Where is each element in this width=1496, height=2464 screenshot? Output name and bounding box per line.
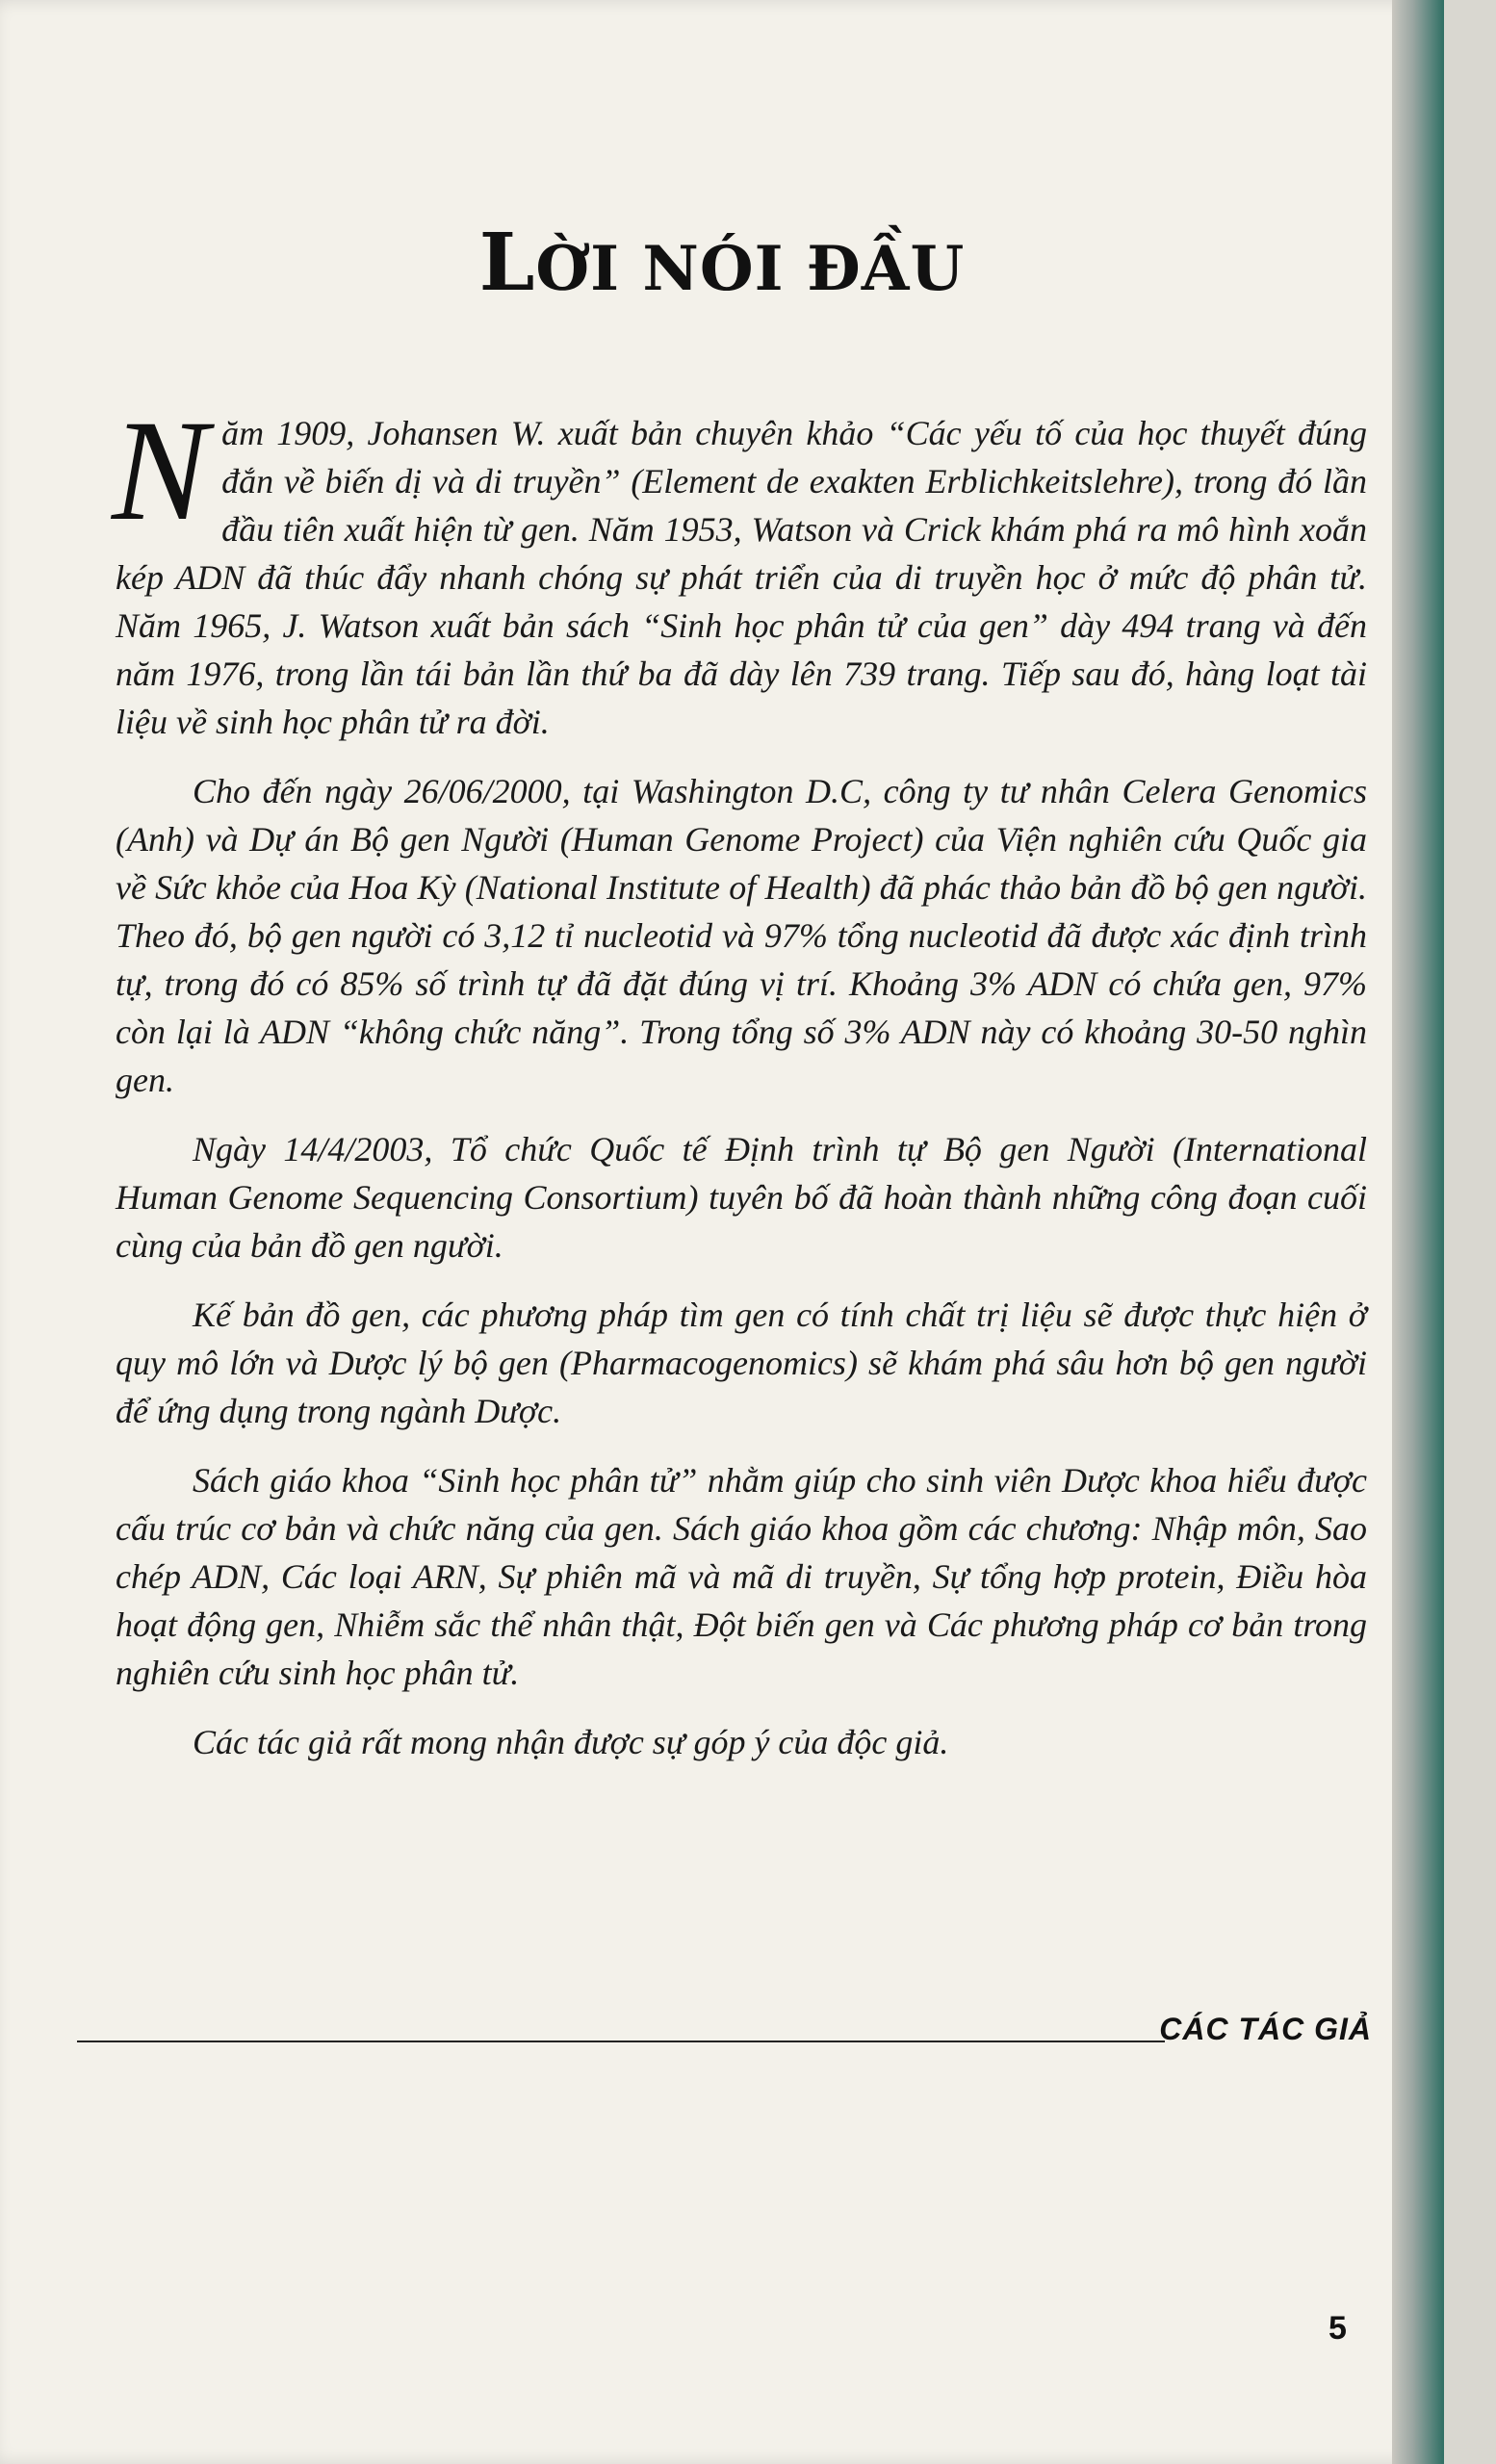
paragraph-6: Các tác giả rất mong nhận được sự góp ý của độc giả.: [193, 1723, 949, 1761]
paragraph-1-text: ăm 1909, Johansen W. xuất bản chuyên khảo “Các yếu tố của học thuyết đúng đắn về biến dị và di truyền” (Element de exakten Erblichkeitslehre), trong đó lần đầu tiên xuất hiện từ gen. Năm 1953, Watson và Crick khám phá ra mô hình xoắn kép ADN đã thúc đẩy nhanh chóng sự phát triển của di truyền học ở mức độ phân tử. Năm 1965, J. Watson xuất bản sách “Sinh học phân tử của gen” dày 494 trang và đến năm 1976, trong lần tái bản lần thứ ba đã dày lên 739 trang. Tiếp sau đó, hàng loạt tài liệu về sinh học phân tử ra đời.: [116, 414, 1367, 741]
preface-body: [112, 391, 1367, 1787]
paragraph-4: Kế bản đồ gen, các phương pháp tìm gen có tính chất trị liệu sẽ được thực hiện ở quy mô lớn và Dược lý bộ gen (Pharmacogenomics) sẽ khám phá sâu hơn bộ gen người để ứng dụng trong ngành Dược.: [116, 1296, 1367, 1430]
title-rest: ỜI NÓI ĐẦU: [535, 233, 966, 305]
paragraph-1: [112, 391, 1367, 746]
title-initial: L: [478, 217, 536, 309]
page-number: 5: [1328, 2310, 1347, 2347]
signature-rule: [77, 2040, 1165, 2042]
page-title: [0, 217, 1444, 309]
page-edge: [1392, 0, 1444, 2464]
paragraph-5: Sách giáo khoa “Sinh học phân tử” nhằm giúp cho sinh viên Dược khoa hiểu được cấu trúc cơ bản và chức năng của gen. Sách giáo khoa gồm các chương: Nhập môn, Sao chép ADN, Các loại ARN, Sự phiên mã và mã di truyền, Sự tổng hợp protein, Điều hòa hoạt động gen, Nhiễm sắc thể nhân thật, Đột biến gen và Các phương pháp cơ bản trong nghiên cứu sinh học phân tử.: [116, 1461, 1367, 1692]
drop-cap: N: [112, 391, 209, 551]
paragraph-3: Ngày 14/4/2003, Tổ chức Quốc tế Định trình tự Bộ gen Người (International Human Genome Sequencing Consortium) tuyên bố đã hoàn thành những công đoạn cuối cùng của bản đồ gen người.: [116, 1130, 1367, 1265]
paragraph-2: Cho đến ngày 26/06/2000, tại Washington D.C, công ty tư nhân Celera Genomics (Anh) và Dự án Bộ gen Người (Human Genome Project) của Viện nghiên cứu Quốc gia về Sức khỏe của Hoa Kỳ (National Institute of Health) đã phác thảo bản đồ bộ gen người. Theo đó, bộ gen người có 3,12 tỉ nucleotid và 97% tổng nucleotid đã được xác định trình tự, trong đó có 85% số trình tự đã đặt đúng vị trí. Khoảng 3% ADN có chứa gen, 97% còn lại là ADN “không chức năng”. Trong tổng số 3% ADN này có khoảng 30-50 nghìn gen.: [116, 772, 1367, 1099]
signature-row: [77, 2012, 1372, 2060]
authors-signature: CÁC TÁC GIẢ: [1159, 2012, 1372, 2046]
